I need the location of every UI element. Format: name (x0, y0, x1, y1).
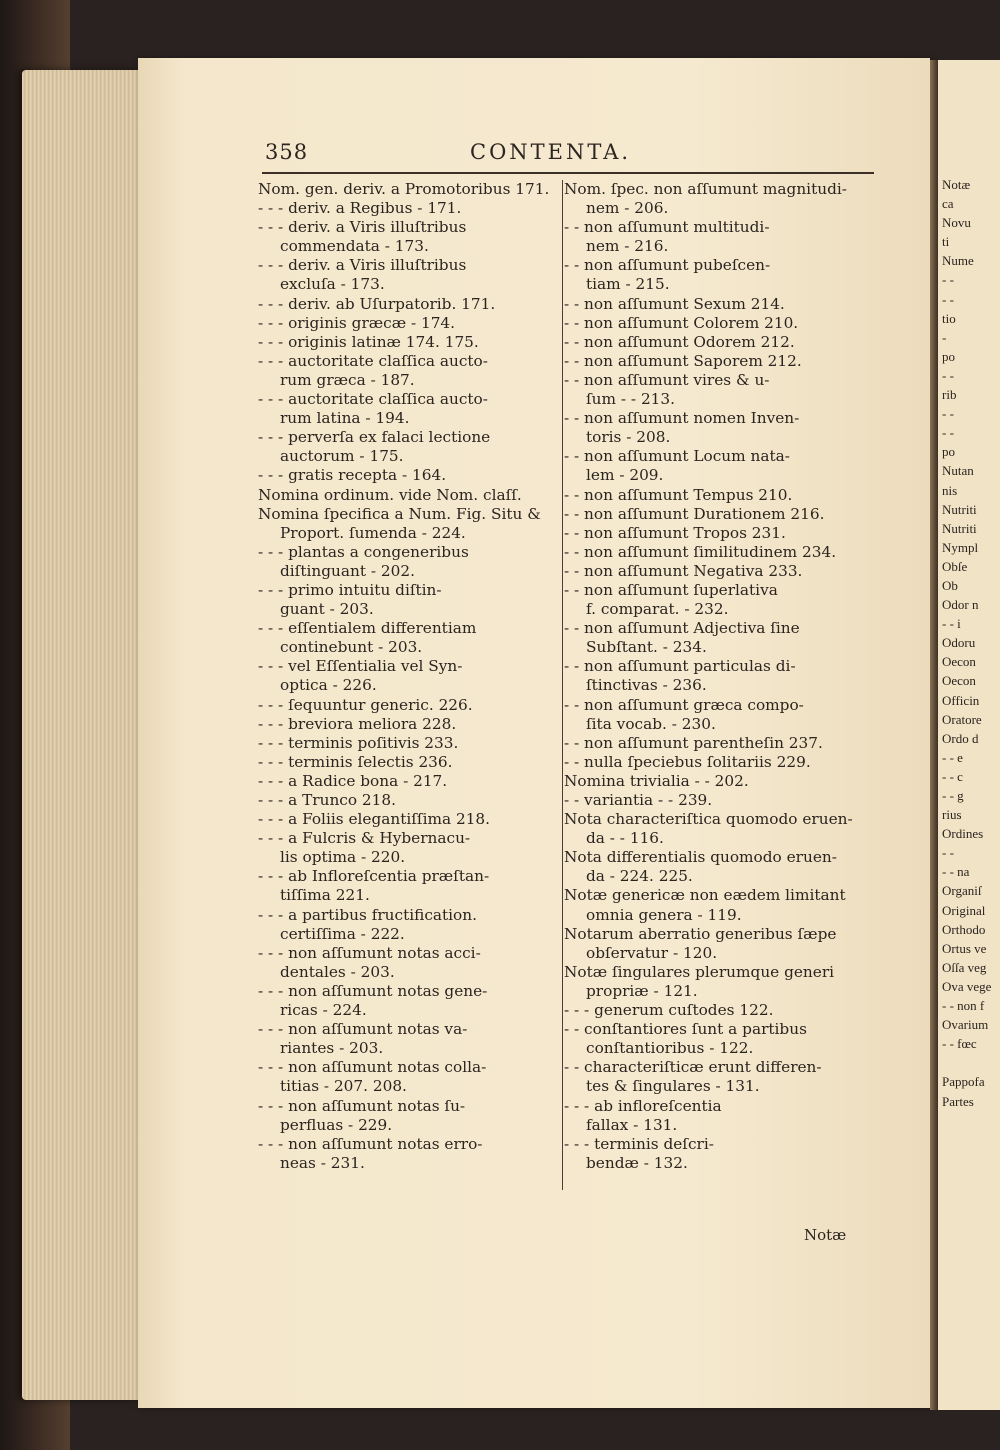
index-line: Nomina ordinum. vide Nom. claſſ. (258, 485, 522, 504)
facing-page-line: Oratore (942, 711, 982, 727)
index-line: - - - deriv. a Viris illuſtribus (258, 256, 467, 275)
index-line: - - - auctoritate claſſica aucto- (258, 390, 488, 409)
index-line: f. comparat. - 232. (586, 600, 729, 619)
index-line: - - - generum cuſtodes 122. (564, 1001, 774, 1020)
book-gutter (930, 60, 938, 1410)
index-line: Nomina ſpecifica a Num. Fig. Situ & (258, 504, 541, 523)
index-line: - - non aſſumunt Colorem 210. (564, 313, 799, 332)
index-line: da - 224. 225. (586, 867, 693, 886)
index-line: propriæ - 121. (586, 981, 698, 1000)
index-line: - - non aſſumunt vires & u- (564, 370, 770, 389)
index-line: - - - originis latinæ 174. 175. (258, 332, 479, 351)
index-line: - - - a Fulcris & Hybernacu- (258, 829, 471, 848)
index-line: Proport. ſumenda - 224. (280, 523, 466, 542)
index-line: - - non aſſumunt ſuperlativa (564, 580, 778, 599)
index-line: - - conſtantiores ſunt a partibus (564, 1020, 807, 1039)
facing-page-line: Nume (942, 253, 974, 269)
index-line: - - non aſſumunt particulas di- (564, 657, 796, 676)
facing-page-line: - - (942, 291, 954, 307)
index-line: - - - terminis poſitivis 233. (258, 733, 459, 752)
index-line: - - - non aſſumunt notas gene- (258, 981, 488, 1000)
facing-page-line: - - c (942, 768, 963, 784)
index-line: - - - a Radice bona - 217. (258, 771, 448, 790)
index-line: - - - eſſentialem differentiam (258, 619, 477, 638)
index-line: Notæ ſingulares plerumque generi (564, 962, 835, 981)
facing-page-line: - - non f (942, 998, 985, 1014)
index-line: - - - terminis ſelectis 236. (258, 752, 453, 771)
index-line: ricas - 224. (280, 1001, 367, 1020)
page-edges (22, 70, 142, 1400)
index-line: Nota differentialis quomodo eruen- (564, 848, 837, 867)
index-line: - - - a Foliis elegantiſſima 218. (258, 810, 491, 829)
index-line: - - characteriſticæ erunt differen- (564, 1058, 822, 1077)
index-line: - - non aſſumunt multitudi- (564, 218, 770, 237)
index-line: - - - auctoritate claſſica aucto- (258, 351, 488, 370)
page-header (265, 140, 865, 170)
index-line: - - - deriv. a Viris illuſtribus (258, 218, 467, 237)
index-line: Nom. ſpec. non aſſumunt magnitudi- (564, 180, 847, 198)
facing-page-line: Ortus ve (942, 940, 987, 956)
facing-page-line: - - (942, 425, 954, 441)
index-line: - - non aſſumunt Sexum 214. (564, 294, 785, 313)
index-line: guant - 203. (280, 600, 374, 619)
facing-page-line: - - e (942, 749, 963, 765)
index-line: commendata - 173. (280, 237, 429, 256)
index-line: - - non aſſumunt Adjectiva ſine (564, 619, 800, 638)
index-line: - - - deriv. a Regibus - 171. (258, 199, 462, 218)
column-divider (562, 180, 563, 1190)
index-line: rum latina - 194. (280, 409, 410, 428)
facing-page-line: rib (942, 387, 957, 403)
index-line: Nomina trivialia - - 202. (564, 771, 749, 790)
facing-page-line: Ova vege (942, 978, 992, 994)
index-line: ſita vocab. - 230. (586, 714, 716, 733)
facing-page-line: - - (942, 367, 954, 383)
index-line: conſtantioribus - 122. (586, 1039, 754, 1058)
facing-page-line: Oecon (942, 673, 976, 689)
facing-page-line: Nutriti (942, 520, 977, 536)
index-line: - - - a partibus fructification. (258, 905, 477, 924)
index-line: riantes - 203. (280, 1039, 384, 1058)
index-line: tiſſima 221. (280, 886, 370, 905)
facing-page-line: tio (942, 310, 956, 326)
facing-page-line: Original (942, 902, 986, 918)
facing-page-line: Officin (942, 692, 980, 708)
index-line: auctorum - 175. (280, 447, 404, 466)
index-line: - - non aſſumunt pubeſcen- (564, 256, 771, 275)
facing-page-line: Nutan (942, 463, 974, 479)
index-line: - - - non aſſumunt notas ſu- (258, 1096, 466, 1115)
index-line: - - - originis græcæ - 174. (258, 313, 456, 332)
facing-page-line: - - i (942, 616, 961, 632)
catchword: Notæ (804, 1226, 847, 1244)
index-line: ſum - - 213. (586, 390, 676, 409)
index-line: - - - non aſſumunt notas va- (258, 1020, 468, 1039)
index-line: - - - primo intuitu diſtin- (258, 580, 442, 599)
facing-page-line: nis (942, 482, 958, 498)
facing-page-line: Odor n (942, 597, 979, 613)
index-line: continebunt - 203. (280, 638, 423, 657)
facing-page-line: Organiſ (942, 883, 982, 899)
index-line: bendæ - 132. (586, 1153, 688, 1172)
index-line: lis optima - 220. (280, 848, 406, 867)
index-line: - - nulla ſpeciebus ſolitariis 229. (564, 752, 811, 771)
index-line: - - - a Trunco 218. (258, 791, 396, 809)
index-line: - - non aſſumunt Durationem 216. (564, 504, 825, 523)
index-line: - - - terminis deſcri- (564, 1134, 714, 1153)
index-line: lem - 209. (586, 466, 664, 485)
index-line: Nom. gen. deriv. a Promotoribus 171. (258, 180, 550, 198)
index-line: omnia genera - 119. (586, 905, 742, 924)
facing-page-line (938, 1053, 1000, 1072)
facing-page-line: Orthodo (942, 921, 986, 937)
index-line: - - non aſſumunt græca compo- (564, 695, 804, 714)
facing-page-line: po (942, 348, 955, 364)
index-line: - - - non aſſumunt notas erro- (258, 1134, 483, 1153)
index-line: perfluas - 229. (280, 1115, 393, 1134)
index-line: - - variantia - - 239. (564, 791, 713, 809)
index-line: toris - 208. (586, 428, 671, 447)
facing-page-line: - - g (942, 788, 964, 803)
index-line: - - non aſſumunt ſimilitudinem 234. (564, 542, 837, 561)
index-line: - - - plantas a congeneribus (258, 542, 469, 561)
index-line: - - non aſſumunt Negativa 233. (564, 561, 803, 580)
facing-page-line: po (942, 444, 955, 460)
index-line: - - - ab infloreſcentia (564, 1096, 722, 1115)
facing-page-line: Ordo d (942, 730, 979, 746)
index-line: - - non aſſumunt Locum nata- (564, 447, 790, 466)
index-line: rum græca - 187. (280, 370, 415, 389)
index-line: - - non aſſumunt parentheſin 237. (564, 733, 823, 752)
index-line: obſervatur - 120. (586, 943, 718, 962)
facing-page-line: - - (942, 845, 954, 861)
page-title: CONTENTA. (470, 140, 632, 164)
index-line: - - non aſſumunt nomen Inven- (564, 409, 800, 428)
facing-page-line: Nympl (942, 539, 979, 555)
index-line: Notarum aberratio generibus ſæpe (564, 924, 837, 943)
facing-page-line: ti (942, 234, 950, 250)
index-line: - - - non aſſumunt notas colla- (258, 1058, 487, 1077)
facing-page-line: - - fœc (942, 1036, 977, 1052)
index-line: optica - 226. (280, 676, 377, 695)
index-line: - - - ſequuntur generic. 226. (258, 695, 473, 714)
facing-page-line: Obſe (942, 558, 968, 574)
facing-page-line: ca (942, 196, 954, 212)
facing-page-line: Oecon (942, 654, 976, 670)
index-line: neas - 231. (280, 1153, 365, 1172)
index-line: - - non aſſumunt Odorem 212. (564, 332, 795, 351)
index-line: - - - ab Infloreſcentia præſtan- (258, 867, 490, 886)
facing-page-line: Odoru (942, 635, 976, 651)
facing-page-line: Ovarium (942, 1017, 989, 1033)
right-column (564, 180, 876, 1173)
facing-page-line: Pappofa (942, 1074, 985, 1090)
facing-page-line: - - (942, 406, 954, 422)
index-line: nem - 216. (586, 237, 669, 256)
facing-page-line: Partes (942, 1093, 974, 1109)
facing-page-line: Oſſa veg (942, 959, 987, 975)
facing-page-line: - - (942, 272, 954, 288)
left-column (258, 180, 558, 1173)
index-line: - - non aſſumunt Tropos 231. (564, 523, 786, 542)
index-line: tiam - 215. (586, 275, 670, 294)
facing-page-text (938, 175, 1000, 1111)
index-line: - - - gratis recepta - 164. (258, 466, 447, 485)
index-line: dentales - 203. (280, 962, 395, 981)
index-line: - - - vel Eſſentialia vel Syn- (258, 657, 463, 676)
index-line: fallax - 131. (586, 1115, 678, 1134)
page-number: 358 (265, 140, 309, 164)
facing-page (938, 60, 1000, 1410)
index-line: tes & ſingulares - 131. (586, 1077, 760, 1096)
facing-page-line: - (942, 329, 947, 345)
index-line: - - non aſſumunt Tempus 210. (564, 485, 793, 504)
facing-page-line: rius (942, 807, 962, 823)
header-rule (262, 172, 874, 174)
index-line: - - - breviora meliora 228. (258, 714, 457, 733)
index-line: - - non aſſumunt Saporem 212. (564, 351, 802, 370)
facing-page-line: Ordines (942, 826, 984, 842)
facing-page-line: Notæ (942, 177, 971, 192)
index-line: Nota characteriſtica quomodo eruen- (564, 810, 853, 829)
facing-page-line: - - na (942, 864, 970, 880)
facing-page-line: Nutriti (942, 501, 977, 517)
index-line: Notæ genericæ non eædem limitant (564, 886, 846, 905)
index-line: - - - deriv. ab Uſurpatorib. 171. (258, 294, 496, 313)
index-line: ſtinctivas - 236. (586, 676, 707, 695)
index-line: - - - perverſa ex falaci lectione (258, 428, 491, 447)
index-line: certiſſima - 222. (280, 924, 405, 943)
index-line: titias - 207. 208. (280, 1077, 407, 1096)
facing-page-line: Novu (942, 215, 971, 231)
index-line: Subſtant. - 234. (586, 638, 707, 657)
index-line: diſtinguant - 202. (280, 561, 415, 580)
index-line: nem - 206. (586, 199, 669, 218)
index-line: da - - 116. (586, 829, 664, 848)
facing-page-line: Ob (942, 577, 958, 593)
index-line: - - - non aſſumunt notas acci- (258, 943, 481, 962)
index-line: excluſa - 173. (280, 275, 385, 294)
